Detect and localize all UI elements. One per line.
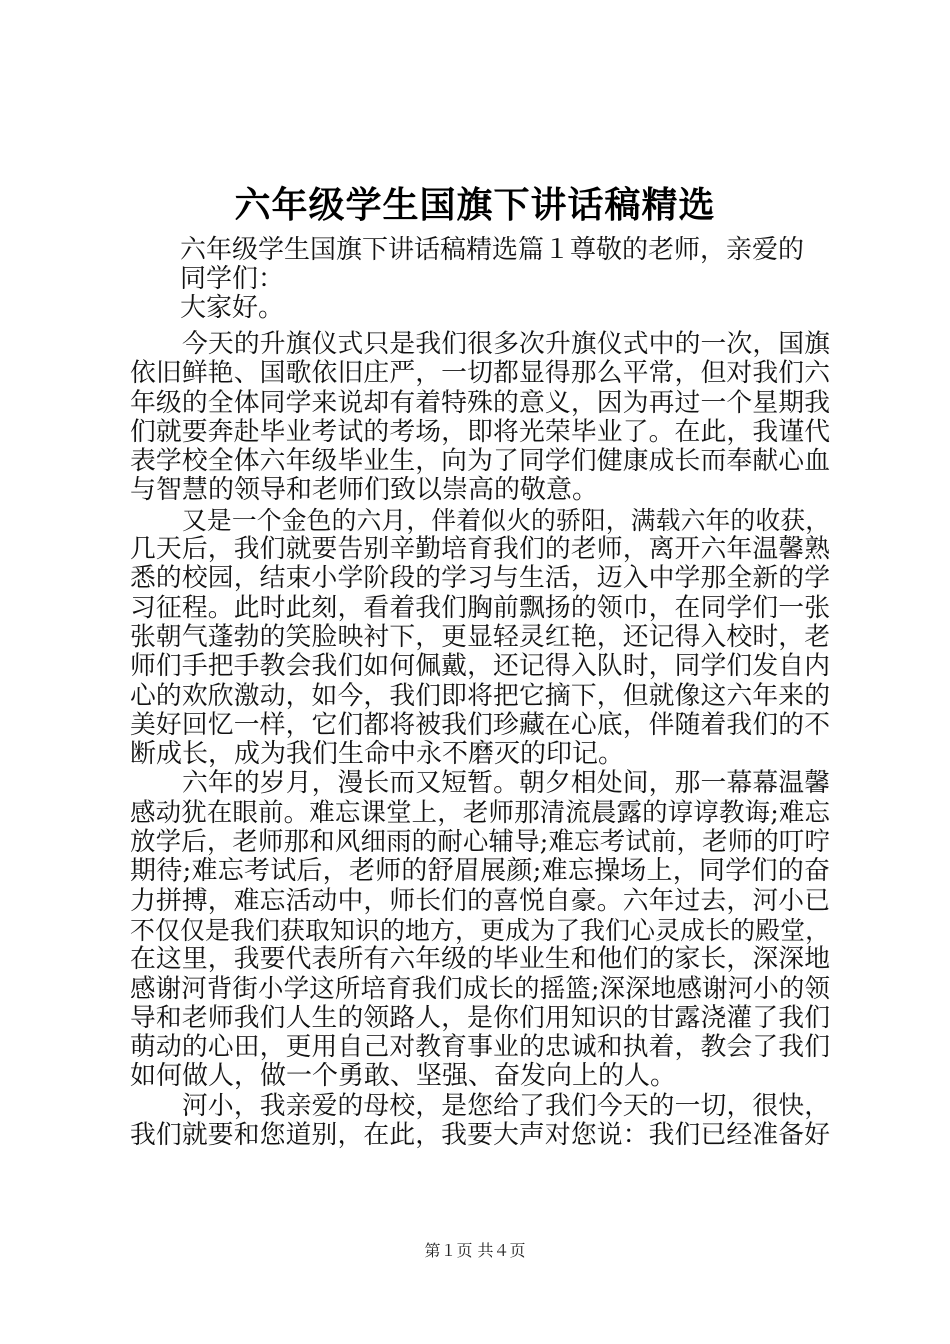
text-line: 几天后，我们就要告别辛勤培育我们的老师，离开六年温馨熟 (130, 534, 830, 565)
paragraph (130, 769, 830, 1091)
text-line: 在这里，我要代表所有六年级的毕业生和他们的家长，深深地 (130, 944, 830, 975)
paragraph (130, 1092, 830, 1151)
text-line: 六年的岁月，漫长而又短暂。朝夕相处间，那一幕幕温馨 (182, 768, 830, 799)
text-line: 力拼搏，难忘活动中，师长们的喜悦自豪。六年过去，河小已 (130, 885, 830, 916)
document-title: 六年级学生国旗下讲话稿精选 (234, 184, 716, 226)
intro-line: 六年级学生国旗下讲话稿精选篇１尊敬的老师，亲爱的 (180, 235, 805, 265)
text-line: 断成长，成为我们生命中永不磨灭的印记。 (130, 739, 625, 770)
text-line: 我们就要和您道别，在此，我要大声对您说：我们已经准备好 (130, 1120, 830, 1151)
text-line: 张朝气蓬勃的笑脸映衬下，更显轻灵红艳，还记得入校时，老 (130, 621, 830, 652)
document-body (130, 330, 830, 1150)
text-line: 今天的升旗仪式只是我们很多次升旗仪式中的一次，国旗 (182, 329, 830, 359)
paragraph (130, 330, 830, 506)
text-line: 美好回忆一样，它们都将被我们珍藏在心底，伴随着我们的不 (130, 709, 830, 740)
text-line: 导和老师我们人生的领路人，是你们用知识的甘露浇灌了我们 (130, 1002, 830, 1033)
intro-line: 大家好。 (180, 293, 285, 323)
text-line: 师们手把手教会我们如何佩戴，还记得入队时，同学们发自内 (130, 651, 830, 682)
text-line: 感谢河背街小学这所培育我们成长的摇篮;深深地感谢河小的领 (130, 973, 830, 1004)
text-line: 心的欢欣激动，如今，我们即将把它摘下，但就像这六年来的 (130, 680, 830, 711)
page-footer: 第１页 共４页 (424, 1241, 526, 1260)
text-line: 如何做人，做一个勇敢、坚强、奋发向上的人。 (130, 1061, 677, 1092)
text-line: 河小，我亲爱的母校，是您给了我们今天的一切，很快， (182, 1090, 830, 1121)
text-line: 放学后，老师那和风细雨的耐心辅导;难忘考试前，老师的叮咛 (130, 827, 830, 858)
text-line: 们就要奔赴毕业考试的考场，即将光荣毕业了。在此，我谨代 (130, 416, 830, 447)
text-line: 表学校全体六年级毕业生，向为了同学们健康成长而奉献心血 (130, 446, 830, 477)
intro-block (130, 236, 830, 323)
text-line: 与智慧的领导和老师们致以崇高的敬意。 (130, 475, 599, 506)
text-line: 不仅仅是我们获取知识的地方，更成为了我们心灵成长的殿堂， (130, 915, 830, 945)
text-line: 期待;难忘考试后，老师的舒眉展颜;难忘操场上，同学们的奋 (130, 856, 830, 887)
text-line: 悉的校园，结束小学阶段的学习与生活，迈入中学那全新的学 (130, 563, 830, 594)
paragraph (130, 506, 830, 770)
text-line: 年级的全体同学来说却有着特殊的意义，因为再过一个星期我 (130, 387, 830, 418)
text-line: 又是一个金色的六月，伴着似火的骄阳，满载六年的收获， (182, 505, 830, 535)
intro-line: 同学们： (180, 264, 285, 294)
text-line: 习征程。此时此刻，看着我们胸前飘扬的领巾，在同学们一张 (130, 592, 830, 623)
text-line: 感动犹在眼前。难忘课堂上，老师那清流晨露的谆谆教诲;难忘 (130, 797, 830, 828)
text-line: 萌动的心田，更用自己对教育事业的忠诚和执着，教会了我们 (130, 1032, 830, 1063)
text-line: 依旧鲜艳、国歌依旧庄严，一切都显得那么平常，但对我们六 (130, 358, 830, 389)
